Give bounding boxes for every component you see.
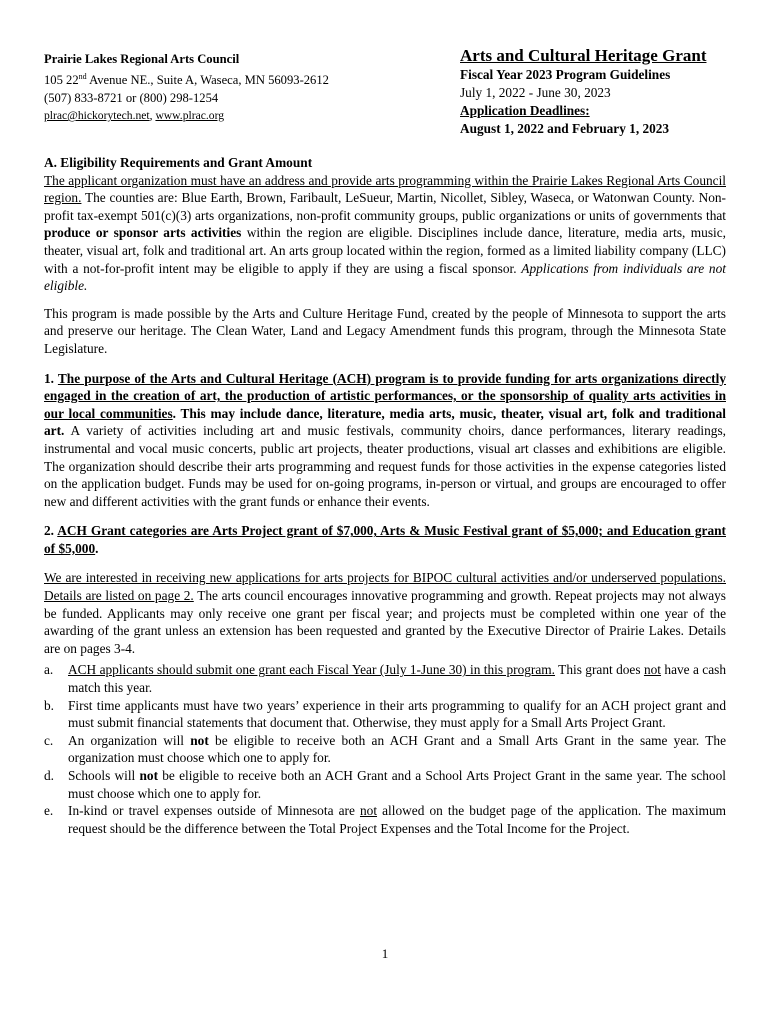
deadlines-dates: August 1, 2022 and February 1, 2023 (460, 121, 670, 136)
list-item: e. In-kind or travel expenses outside of Minnesota are not allowed on the budget page of the application. The maximum request should be the difference between the Total Project Expenses and the Total Income for the Project. (44, 803, 726, 836)
section-a-eligibility: The applicant organization must have an address and provide arts programming within the Prairie Lakes Regional Arts Council region. The counties are: Blue Earth, Brown, Faribault, LeSueur, Martin, Nicollet, Sibley, Waseca, or Watonwan County. Non-profit tax-exempt 501(c)(3) arts organizations, non-profit community groups, public organizations or units of governments that produce or sponsor arts activities within the region are eligible. Disciplines include dance, literature, media arts, music, theater, visual art, folk and traditional art. An arts group located within the region, formed as a limited liability company (LLC) with a not-for-profit intent may be eligible to apply if they are using a fiscal sponsor. Applications from individuals are not eligible. (44, 172, 726, 294)
fiscal-period: July 1, 2022 - June 30, 2023 (460, 85, 611, 100)
org-name: Prairie Lakes Regional Arts Council (44, 52, 240, 66)
guidelines-body (44, 154, 726, 837)
section-1-purpose: 1. The purpose of the Arts and Cultural Heritage (ACH) program is to provide funding for arts organizations directly engaged in the creation of art, the production of artistic performances, or the sponsorship of quality arts activities in our local communities. This may include dance, literature, media arts, music, theater, visual art, folk and traditional art. A variety of activities including art and music festivals, community choirs, dance performances, literary readings, instrumental and vocal music concerts, public art projects, theater productions, visual art classes and exhibitions are eligible. The organization should describe their arts programming and request funds for those activities in the expense categories listed on the application budget. Funds may be used for on-going programs, in-person or virtual, and groups are encouraged to offer new and different activities with the grant funds or enhance their events. (44, 370, 727, 509)
grant-title: Arts and Cultural Heritage Grant (460, 46, 707, 65)
section-a-funding-note: This program is made possible by the Arts and Culture Heritage Fund, created by the people of Minnesota to support the arts and preserve our heritage. The Clean Water, Land and Legacy Amendment funds this program, through the Minnesota State Legislature. (44, 305, 726, 356)
address-superscript: nd (78, 72, 87, 81)
grant-header (460, 46, 760, 138)
org-contact: plrac@hickorytech.net, www.plrac.org (44, 109, 225, 123)
guidelines-title: Fiscal Year 2023 Program Guidelines (460, 67, 671, 82)
section-2-heading: 2. ACH Grant categories are Arts Project grant of $7,000, Arts & Music Festival grant of $5,000; and Education grant of $5,000. (44, 523, 726, 556)
org-header (44, 50, 434, 125)
deadlines-label: Application Deadlines: (460, 103, 590, 118)
org-phone: (507) 833-8721 or (800) 298-1254 (44, 91, 219, 106)
email-link[interactable]: plrac@hickorytech.net (44, 109, 150, 123)
rules-list (44, 661, 726, 837)
list-item: c. An organization will not be eligible to receive both an ACH Grant and a Small Arts Grant in the same year. The organization must choose which one to apply for. (44, 732, 726, 766)
list-item: a. ACH applicants should submit one grant each Fiscal Year (July 1-June 30) in this program. This grant does not have a cash match this year. (44, 662, 727, 696)
list-item: d. Schools will not be eligible to receive both an ACH Grant and a School Arts Project Grant in the same year. The school must choose which one to apply for. (44, 768, 726, 801)
page-number: 1 (381, 946, 389, 961)
website-link[interactable]: www.plrac.org (155, 109, 225, 123)
section-2-details: We are interested in receiving new applications for arts projects for BIPOC cultural activities and/or underserved populations. Details are listed on page 2. The arts council encourages innovative programming and growth. Repeat projects may not always be funded. Applicants may only receive one grant per fiscal year; and projects must be completed within one year of the awarding of the grant unless an extension has been requested and granted by the Executive Director of Prairie Lakes. Details are on pages 3-4. (44, 570, 726, 656)
section-a-heading: A. Eligibility Requirements and Grant Amount (44, 155, 313, 170)
list-item: b. First time applicants must have two years’ experience in their arts programming to qualify for an ACH project grant and must submit financial statements that document that. Otherwise, they must apply for a Small Arts Project Grant. (44, 697, 726, 731)
org-address: 105 22nd Avenue NE., Suite A, Waseca, MN 56093-2612 (44, 72, 329, 88)
